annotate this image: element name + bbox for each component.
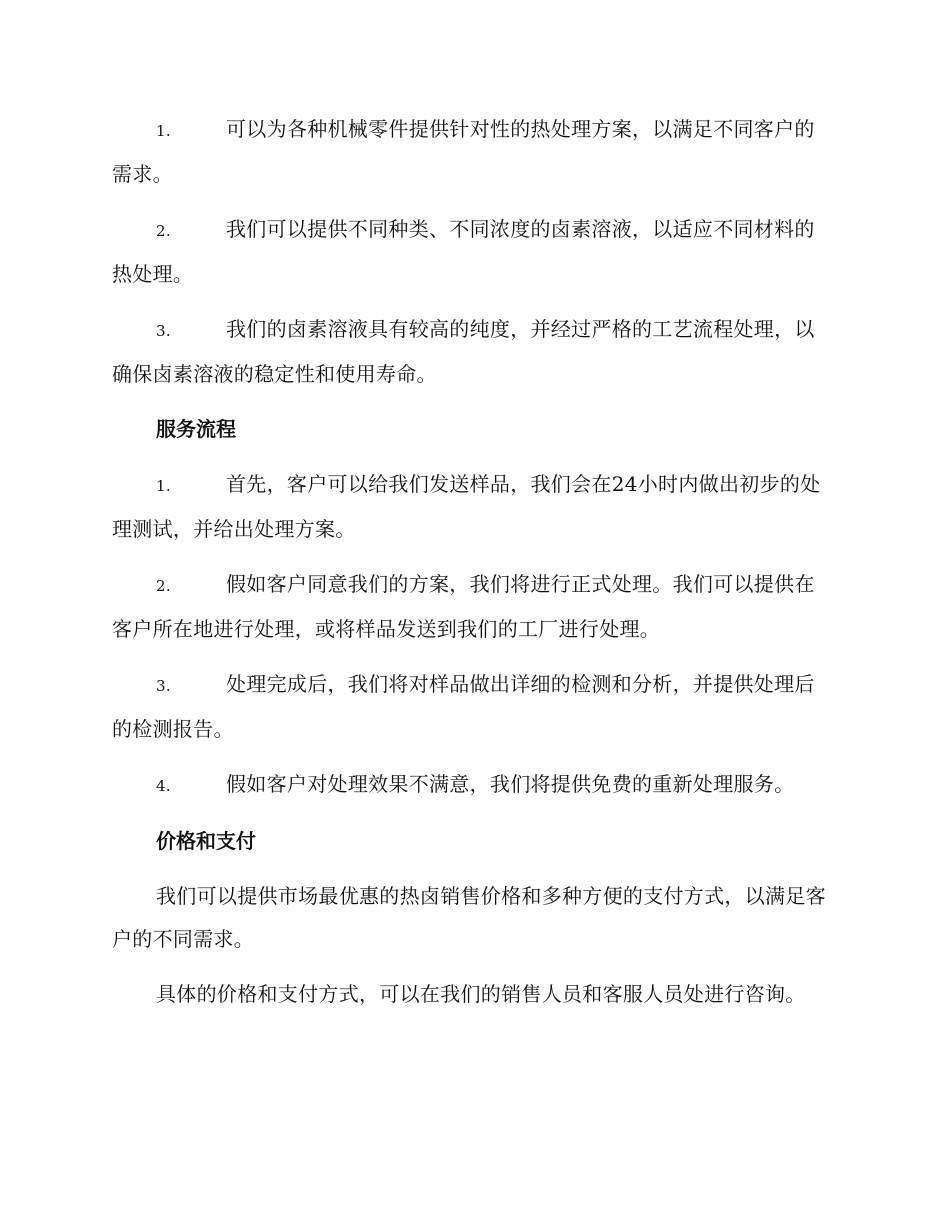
list-number: 4. bbox=[156, 777, 171, 795]
process-step bbox=[112, 563, 834, 651]
feature-item bbox=[112, 208, 834, 296]
list-number: 3. bbox=[156, 677, 171, 695]
pricing-paragraph: 具体的价格和支付方式，可以在我们的销售人员和客服人员处进行咨询。 bbox=[156, 982, 806, 1006]
list-number: 1. bbox=[156, 122, 171, 140]
list-number: 2. bbox=[156, 577, 171, 595]
process-step bbox=[112, 463, 834, 551]
process-step bbox=[112, 663, 834, 751]
feature-text: 可以为各种机械零件提供针对性的热处理方案，以满足不同客户的需求。 bbox=[112, 117, 815, 186]
process-step-text: 处理完成后，我们将对样品做出详细的检测和分析，并提供处理后的检测报告。 bbox=[112, 672, 815, 741]
section-heading-pricing: 价格和支付 bbox=[156, 829, 256, 853]
feature-text: 我们的卤素溶液具有较高的纯度，并经过严格的工艺流程处理，以确保卤素溶液的稳定性和使用寿命。 bbox=[112, 317, 815, 386]
list-number: 1. bbox=[156, 477, 171, 495]
section-heading-service-process: 服务流程 bbox=[156, 417, 236, 441]
document-body bbox=[112, 108, 834, 1028]
process-step-text: 假如客户对处理效果不满意，我们将提供免费的重新处理服务。 bbox=[226, 772, 795, 796]
feature-item bbox=[112, 108, 834, 196]
list-number: 2. bbox=[156, 222, 171, 240]
process-step bbox=[112, 763, 834, 808]
process-step-text: 首先，客户可以给我们发送样品，我们会在24小时内做出初步的处理测试，并给出处理方案。 bbox=[112, 472, 821, 541]
process-step-text: 假如客户同意我们的方案，我们将进行正式处理。我们可以提供在客户所在地进行处理，或将样品发送到我们的工厂进行处理。 bbox=[112, 572, 815, 641]
list-number: 3. bbox=[156, 322, 171, 340]
feature-item bbox=[112, 308, 834, 396]
pricing-paragraph: 我们可以提供市场最优惠的热卤销售价格和多种方便的支付方式，以满足客户的不同需求。 bbox=[112, 884, 826, 951]
feature-text: 我们可以提供不同种类、不同浓度的卤素溶液，以适应不同材料的热处理。 bbox=[112, 217, 815, 286]
